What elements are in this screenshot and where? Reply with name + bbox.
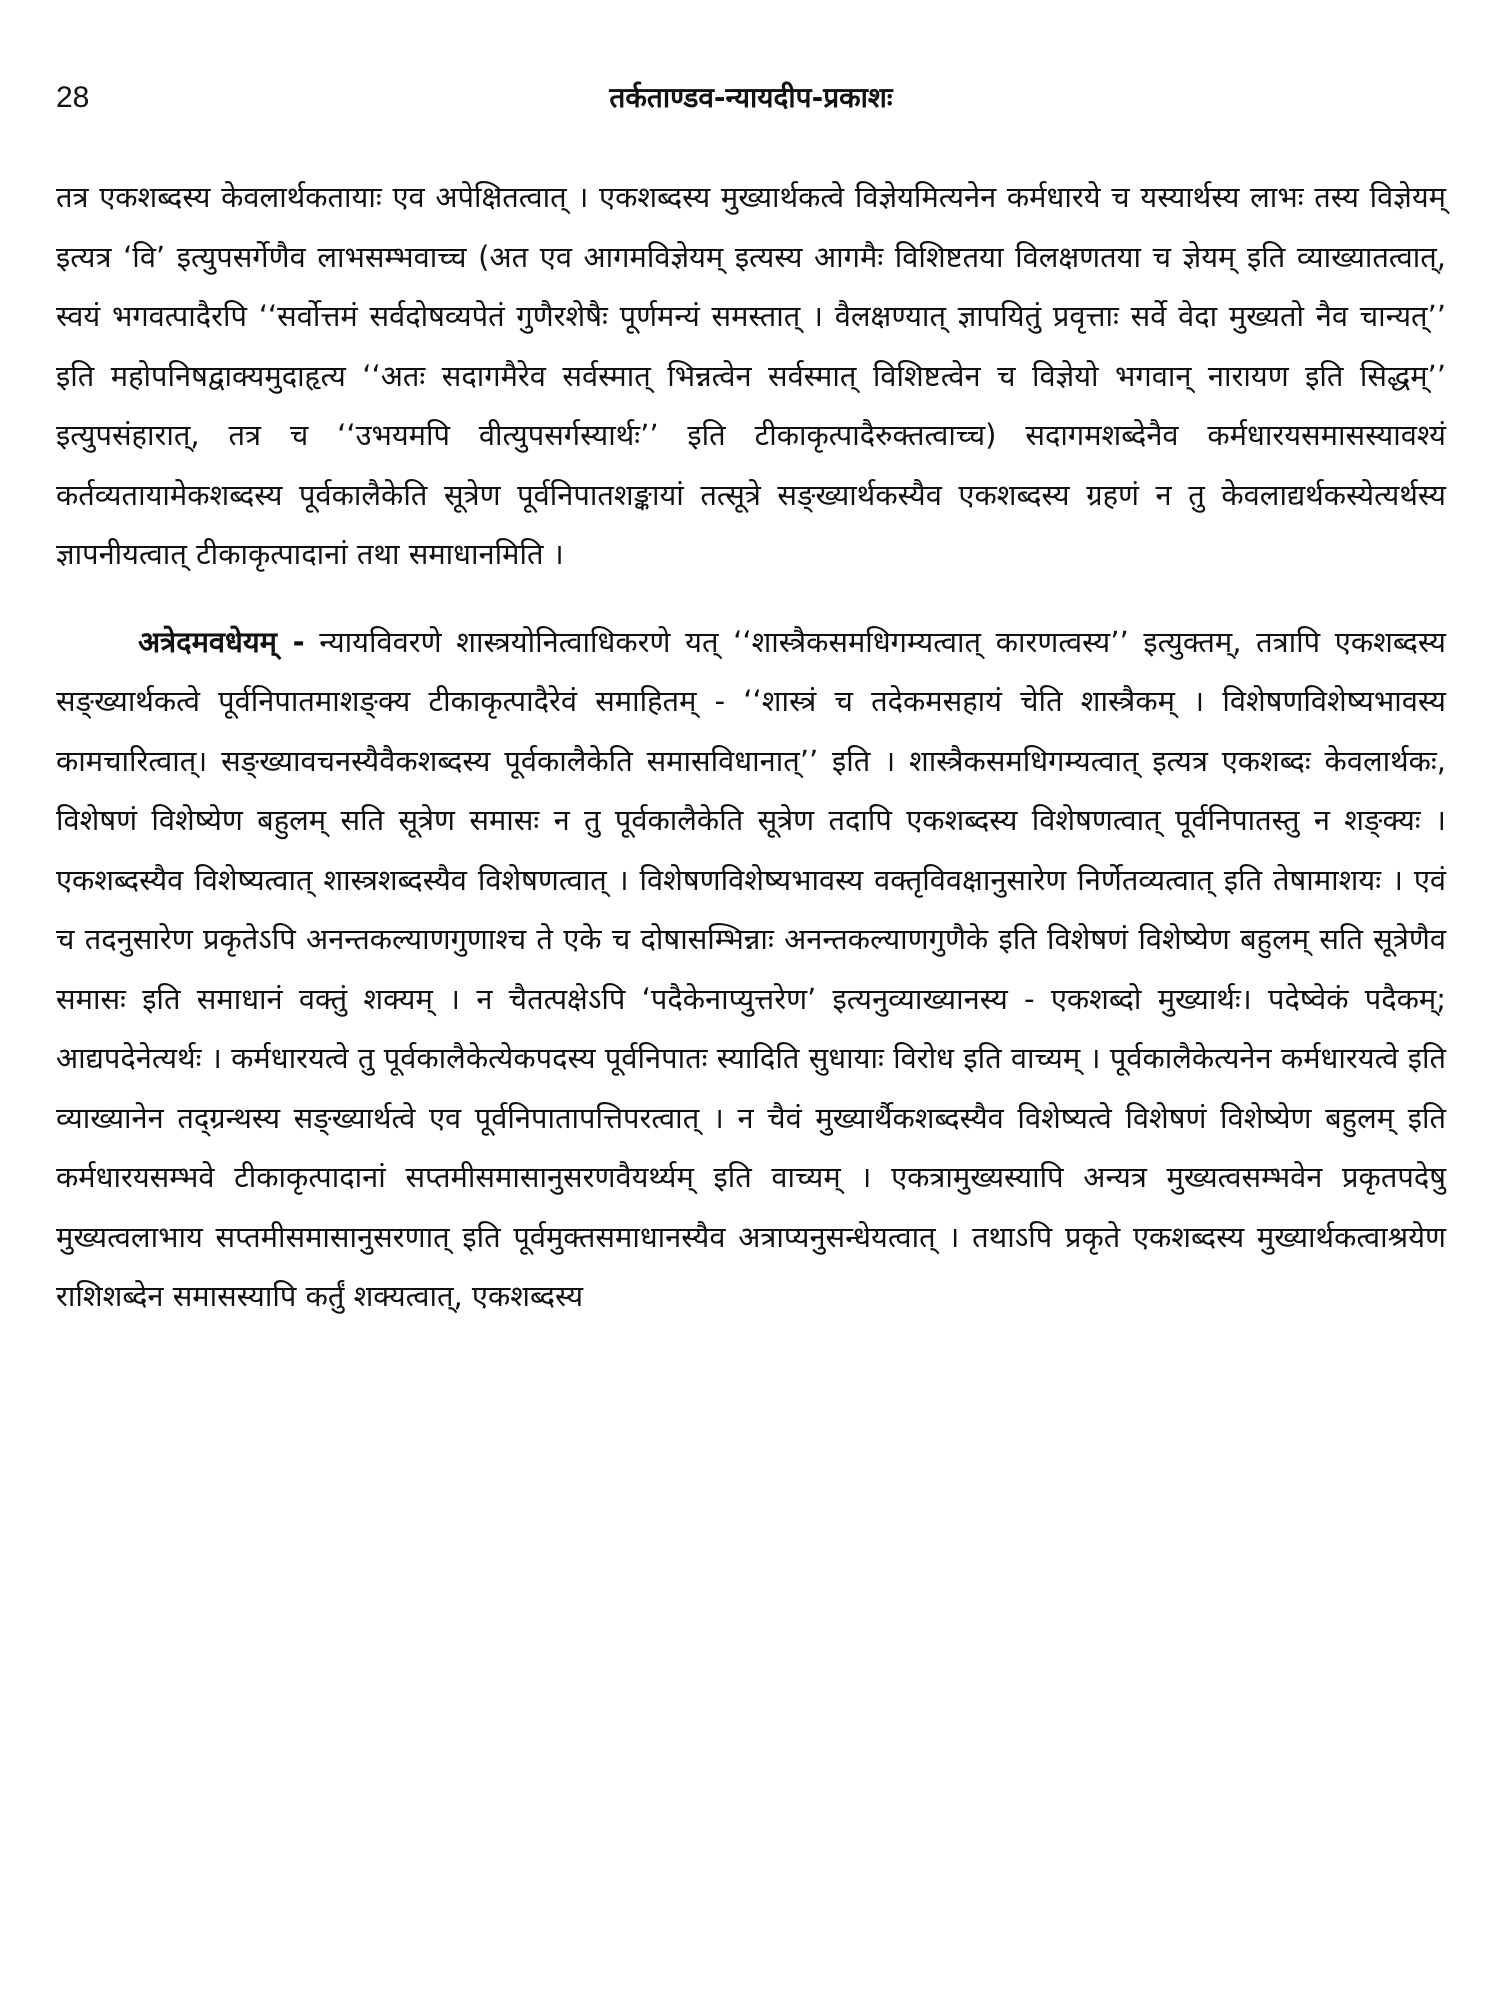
page-number: 28 <box>56 81 90 114</box>
paragraph-2-text: न्यायविवरणे शास्त्रयोनित्वाधिकरणे यत् ‘‘शास्त्रैकसमधिगम्यत्वात् कारणत्वस्य’’ इत्युक्तम्, तत्रापि एकशब्दस्य सङ्ख्यार्थकत्वे पूर्वनिपातमाशङ्क्य टीकाकृत्पादैरेवं समाहितम् - ‘‘शास्त्रं च तदेकमसहायं चेति शास्त्रैकम् । विशेषणविशेष्यभावस्य कामचारित्वात्। सङ्ख्यावचनस्यैवैकशब्दस्य पूर्वकालैकेति समासविधानात्’’ इति । शास्त्रैकसमधिगम्यत्वात् इत्यत्र एकशब्दः केवलार्थकः, विशेषणं विशेष्येण बहुलम् सति सूत्रेण समासः न तु पूर्वकालैकेति सूत्रेण तदापि एकशब्दस्य विशेषणत्वात् पूर्वनिपातस्तु न शङ्क्यः । एकशब्दस्यैव विशेष्यत्वात् शास्त्रशब्दस्यैव विशेषणत्वात् । विशेषणविशेष्यभावस्य वक्तृविवक्षानुसारेण निर्णेतव्यत्वात् इति तेषामाशयः । एवं च तदनुसारेण प्रकृतेऽपि अनन्तकल्याणगुणाश्च ते एके च दोषासम्भिन्नाः अनन्तकल्याणगुणैके इति विशेषणं विशेष्येण बहुलम् सति सूत्रेणैव समासः इति समाधानं वक्तुं शक्यम् । न चैतत्पक्षेऽपि ‘पदैकेनाप्युत्तरेण’ इत्यनुव्याख्यानस्य - एकशब्दो मुख्यार्थः। पदेष्वेकं पदैकम्; आद्यपदेनेत्यर्थः । कर्मधारयत्वे तु पूर्वकालैकेत्येकपदस्य पूर्वनिपातः स्यादिति सुधायाः विरोध इति वाच्यम् । पूर्वकालैकेत्यनेन कर्मधारयत्वे इति व्याख्यानेन तद्ग्रन्थस्य सङ्ख्यार्थत्वे एव पूर्वनिपातापत्तिपरत्वात् । न चैवं मुख्यार्थैकशब्दस्यैव विशेष्यत्वे विशेषणं विशेष्येण बहुलम् इति कर्मधारयसम्भवे टीकाकृत्पादानां सप्तमीसमासानुसरणवैयर्थ्यम् इति वाच्यम् । एकत्रामुख्यस्यापि अन्यत्र मुख्यत्वसम्भवेन प्रकृतपदेषु मुख्यत्वलाभाय सप्तमीसमासानुसरणात् इति पूर्वमुक्तसमाधानस्यैव अत्राप्यनुसन्धेयत्वात् । तथाऽपि प्रकृते एकशब्दस्य मुख्यार्थकत्वाश्रयेण राशिशब्देन समासस्यापि कर्तुं शक्यत्वात्, एकशब्दस्य <box>56 624 1446 1313</box>
running-title: तर्कताण्डव-न्यायदीप-प्रकाशः <box>609 81 893 114</box>
body-text <box>56 168 1446 1327</box>
paragraph-2-lead: अत्रेदमवधेयम् - <box>138 624 305 659</box>
paragraph-2 <box>56 613 1446 1327</box>
paragraph-1 <box>56 168 1446 585</box>
paragraph-1-text: तत्र एकशब्दस्य केवलार्थकतायाः एव अपेक्षितत्वात् । एकशब्दस्य मुख्यार्थकत्वे विज्ञेयमित्यनेन कर्मधारये च यस्यार्थस्य लाभः तस्य विज्ञेयम् इत्यत्र ‘वि’ इत्युपसर्गेणैव लाभसम्भवाच्च (अत एव आगमविज्ञेयम् इत्यस्य आगमैः विशिष्टतया विलक्षणतया च ज्ञेयम् इति व्याख्यातत्वात्, स्वयं भगवत्पादैरपि ‘‘सर्वोत्तमं सर्वदोषव्यपेतं गुणैरशेषैः पूर्णमन्यं समस्तात् । वैलक्षण्यात् ज्ञापयितुं प्रवृत्ताः सर्वे वेदा मुख्यतो नैव चान्यत्’’ इति महोपनिषद्वाक्यमुदाहृत्य ‘‘अतः सदागमैरेव सर्वस्मात् भिन्नत्वेन सर्वस्मात् विशिष्टत्वेन च विज्ञेयो भगवान् नारायण इति सिद्धम्’’ इत्युपसंहारात्, तत्र च ‘‘उभयमपि वीत्युपसर्गस्यार्थः’’ इति टीकाकृत्पादैरुक्तत्वाच्च) सदागमशब्देनैव कर्मधारयसमासस्यावश्यं कर्तव्यतायामेकशब्दस्य पूर्वकालैकेति सूत्रेण पूर्वनिपातशङ्कायां तत्सूत्रे सङ्ख्यार्थकस्यैव एकशब्दस्य ग्रहणं न तु केवलाद्यर्थकस्येत्यर्थस्य ज्ञापनीयत्वात् टीकाकृत्पादानां तथा समाधानमिति । <box>56 180 1446 571</box>
page-header <box>56 78 1446 128</box>
